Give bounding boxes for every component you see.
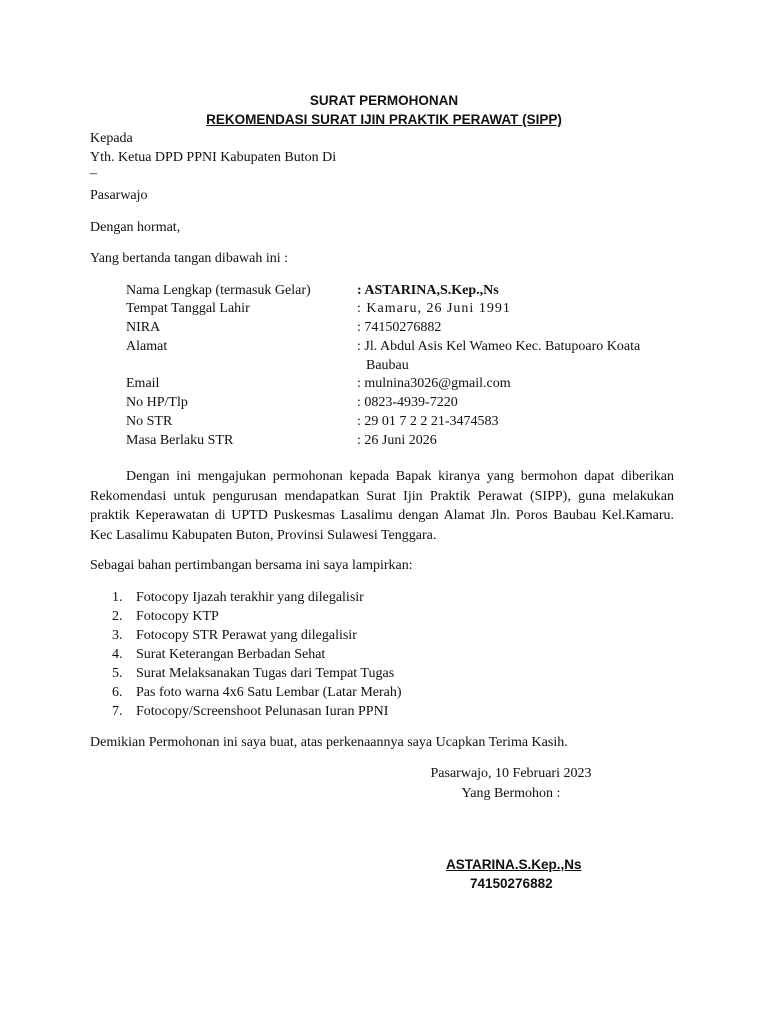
list-item: 3. Fotocopy STR Perawat yang dilegalisir [112, 628, 357, 643]
attachments-list [112, 590, 402, 723]
recipient-dash: – [90, 166, 97, 181]
identity-value-birth: : Kamaru, 26 Juni 1991 [357, 301, 511, 316]
recipient-line2: Pasarwajo [90, 188, 148, 203]
identity-label-str: No STR [126, 414, 173, 429]
signature-nira: 74150276882 [470, 876, 553, 891]
attachments-intro: Sebagai bahan pertimbangan bersama ini saya lampirkan: [90, 558, 413, 573]
identity-value-str-valid: : 26 Juni 2026 [357, 433, 437, 448]
identity-value-str: : 29 01 7 2 2 21-3474583 [357, 414, 499, 429]
identity-value-nira: : 74150276882 [357, 320, 442, 335]
identity-label-phone: No HP/Tlp [126, 395, 188, 410]
identity-value-address-cont: Baubau [366, 358, 409, 373]
signature-place-date: Pasarwajo, 10 Februari 2023 [430, 766, 592, 781]
identity-value-address: : Jl. Abdul Asis Kel Wameo Kec. Batupoaro Koata [357, 339, 641, 354]
list-item: 2. Fotocopy KTP [112, 609, 219, 624]
recipient-line1: Yth. Ketua DPD PPNI Kabupaten Buton Di [90, 150, 337, 165]
list-item: 4. Surat Keterangan Berbadan Sehat [112, 647, 326, 662]
identity-value-email: : mulnina3026@gmail.com [357, 376, 511, 391]
identity-label-nira: NIRA [126, 320, 161, 335]
closing-text: Demikian Permohonan ini saya buat, atas perkenaannya saya Ucapkan Terima Kasih. [90, 735, 568, 750]
signature-name-wrap [446, 857, 582, 873]
identity-label-str-valid: Masa Berlaku STR [126, 433, 234, 448]
identity-label-name: Nama Lengkap (termasuk Gelar) [126, 283, 311, 298]
identity-label-email: Email [126, 376, 160, 391]
letter-subtitle: REKOMENDASI SURAT IJIN PRAKTIK PERAWAT (SIPP) [206, 112, 562, 127]
signature-name: ASTARINA.S.Kep.,Ns [446, 857, 582, 872]
list-item: 1. Fotocopy Ijazah terakhir yang dilegalisir [112, 590, 364, 605]
identity-label-address: Alamat [126, 339, 168, 354]
identity-label-birth: Tempat Tanggal Lahir [126, 301, 250, 316]
signature-role: Yang Bermohon : [461, 786, 561, 801]
recipient-kepada: Kepada [90, 131, 133, 146]
identity-value-name: : ASTARINA,S.Kep.,Ns [357, 283, 499, 298]
list-item: 7. Fotocopy/Screenshoot Pelunasan Iuran PPNI [112, 704, 389, 719]
greeting: Dengan hormat, [90, 220, 181, 235]
identity-value-phone: : 0823-4939-7220 [357, 395, 458, 410]
letter-subtitle-wrap [0, 112, 768, 128]
body-paragraph: Dengan ini mengajukan permohonan kepada Bapak kiranya yang bermohon dapat diberikan Rekomendasi untuk pengurusan mendapatkan Surat Ijin Praktik Perawat (SIPP), guna melakukan praktik Keperawatan di UPTD Puskesmas Lasalimu dengan Alamat Jln. Poros Baubau Kel.Kamaru. Kec Lasalimu Kabupaten Buton, Provinsi Sulawesi Tenggara. [90, 469, 674, 543]
intro-text: Yang bertanda tangan dibawah ini : [90, 251, 289, 266]
list-item: 5. Surat Melaksanakan Tugas dari Tempat Tugas [112, 666, 395, 681]
list-item: 6. Pas foto warna 4x6 Satu Lembar (Latar Merah) [112, 685, 402, 700]
letter-title: SURAT PERMOHONAN [309, 93, 459, 108]
